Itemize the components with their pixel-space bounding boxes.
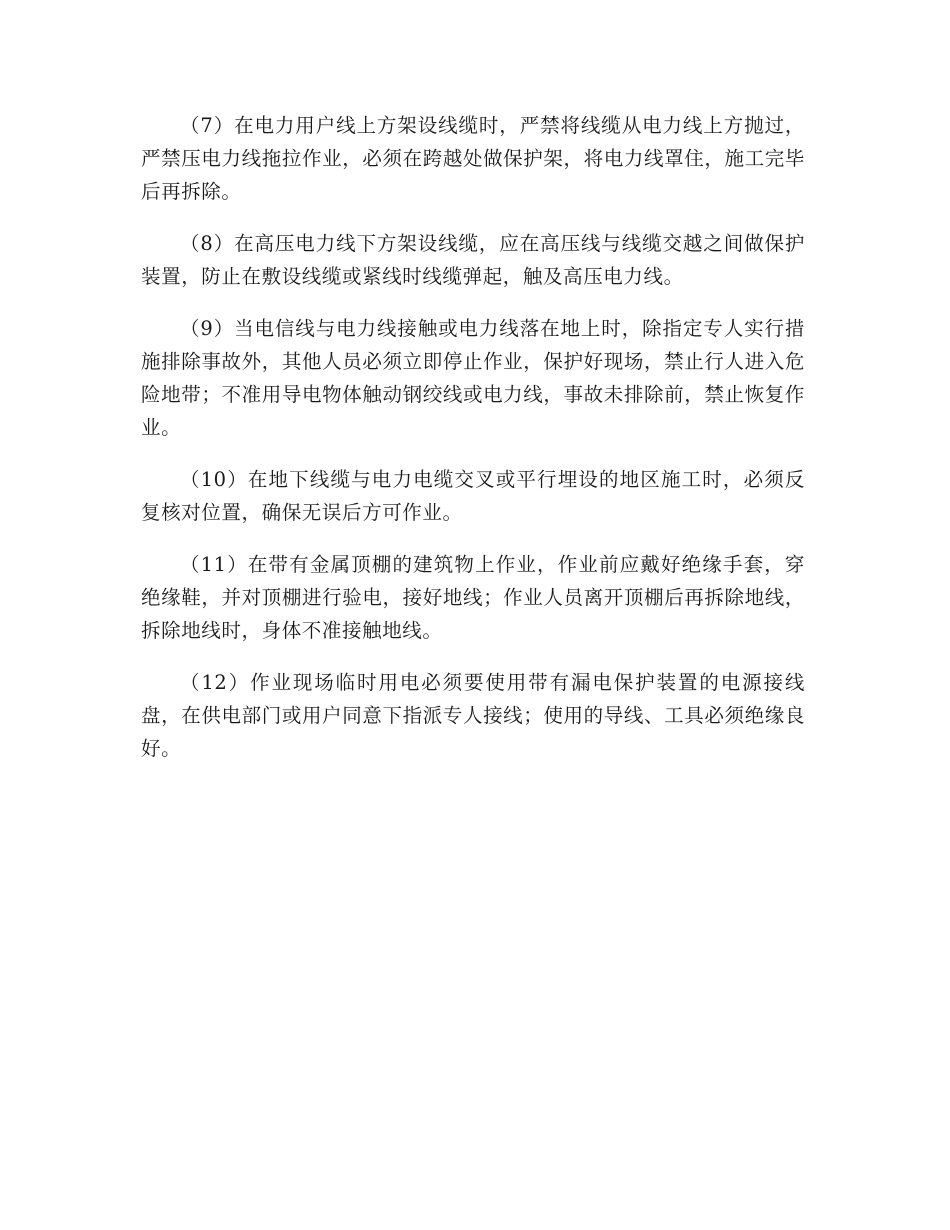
document-body (141, 109, 805, 784)
paragraph-7: （7）在电力用户线上方架设线缆时，严禁将线缆从电力线上方抛过，严禁压电力线拖拉作业，必须在跨越处做保护架，将电力线罩住，施工完毕后再拆除。 (141, 114, 805, 203)
paragraph-12: （12）作业现场临时用电必须要使用带有漏电保护装置的电源接线盘，在供电部门或用户同意下指派专人接线；使用的导线、工具必须绝缘良好。 (141, 671, 805, 760)
paragraph-11: （11）在带有金属顶棚的建筑物上作业，作业前应戴好绝缘手套，穿绝缘鞋，并对顶棚进行验电，接好地线；作业人员离开顶棚后再拆除地线，拆除地线时，身体不准接触地线。 (141, 553, 805, 642)
paragraph-8: （8）在高压电力线下方架设线缆，应在高压线与线缆交越之间做保护装置，防止在敷设线缆或紧线时线缆弹起，触及高压电力线。 (141, 232, 805, 288)
paragraph-9: （9）当电信线与电力线接触或电力线落在地上时，除指定专人实行措施排除事故外，其他人员必须立即停止作业，保护好现场，禁止行人进入危险地带；不准用导电物体触动钢绞线或电力线，事故未排除前，禁止恢复作业。 (141, 317, 805, 439)
paragraph-10: （10）在地下线缆与电力电缆交叉或平行埋设的地区施工时，必须反复核对位置，确保无误后方可作业。 (141, 468, 805, 524)
